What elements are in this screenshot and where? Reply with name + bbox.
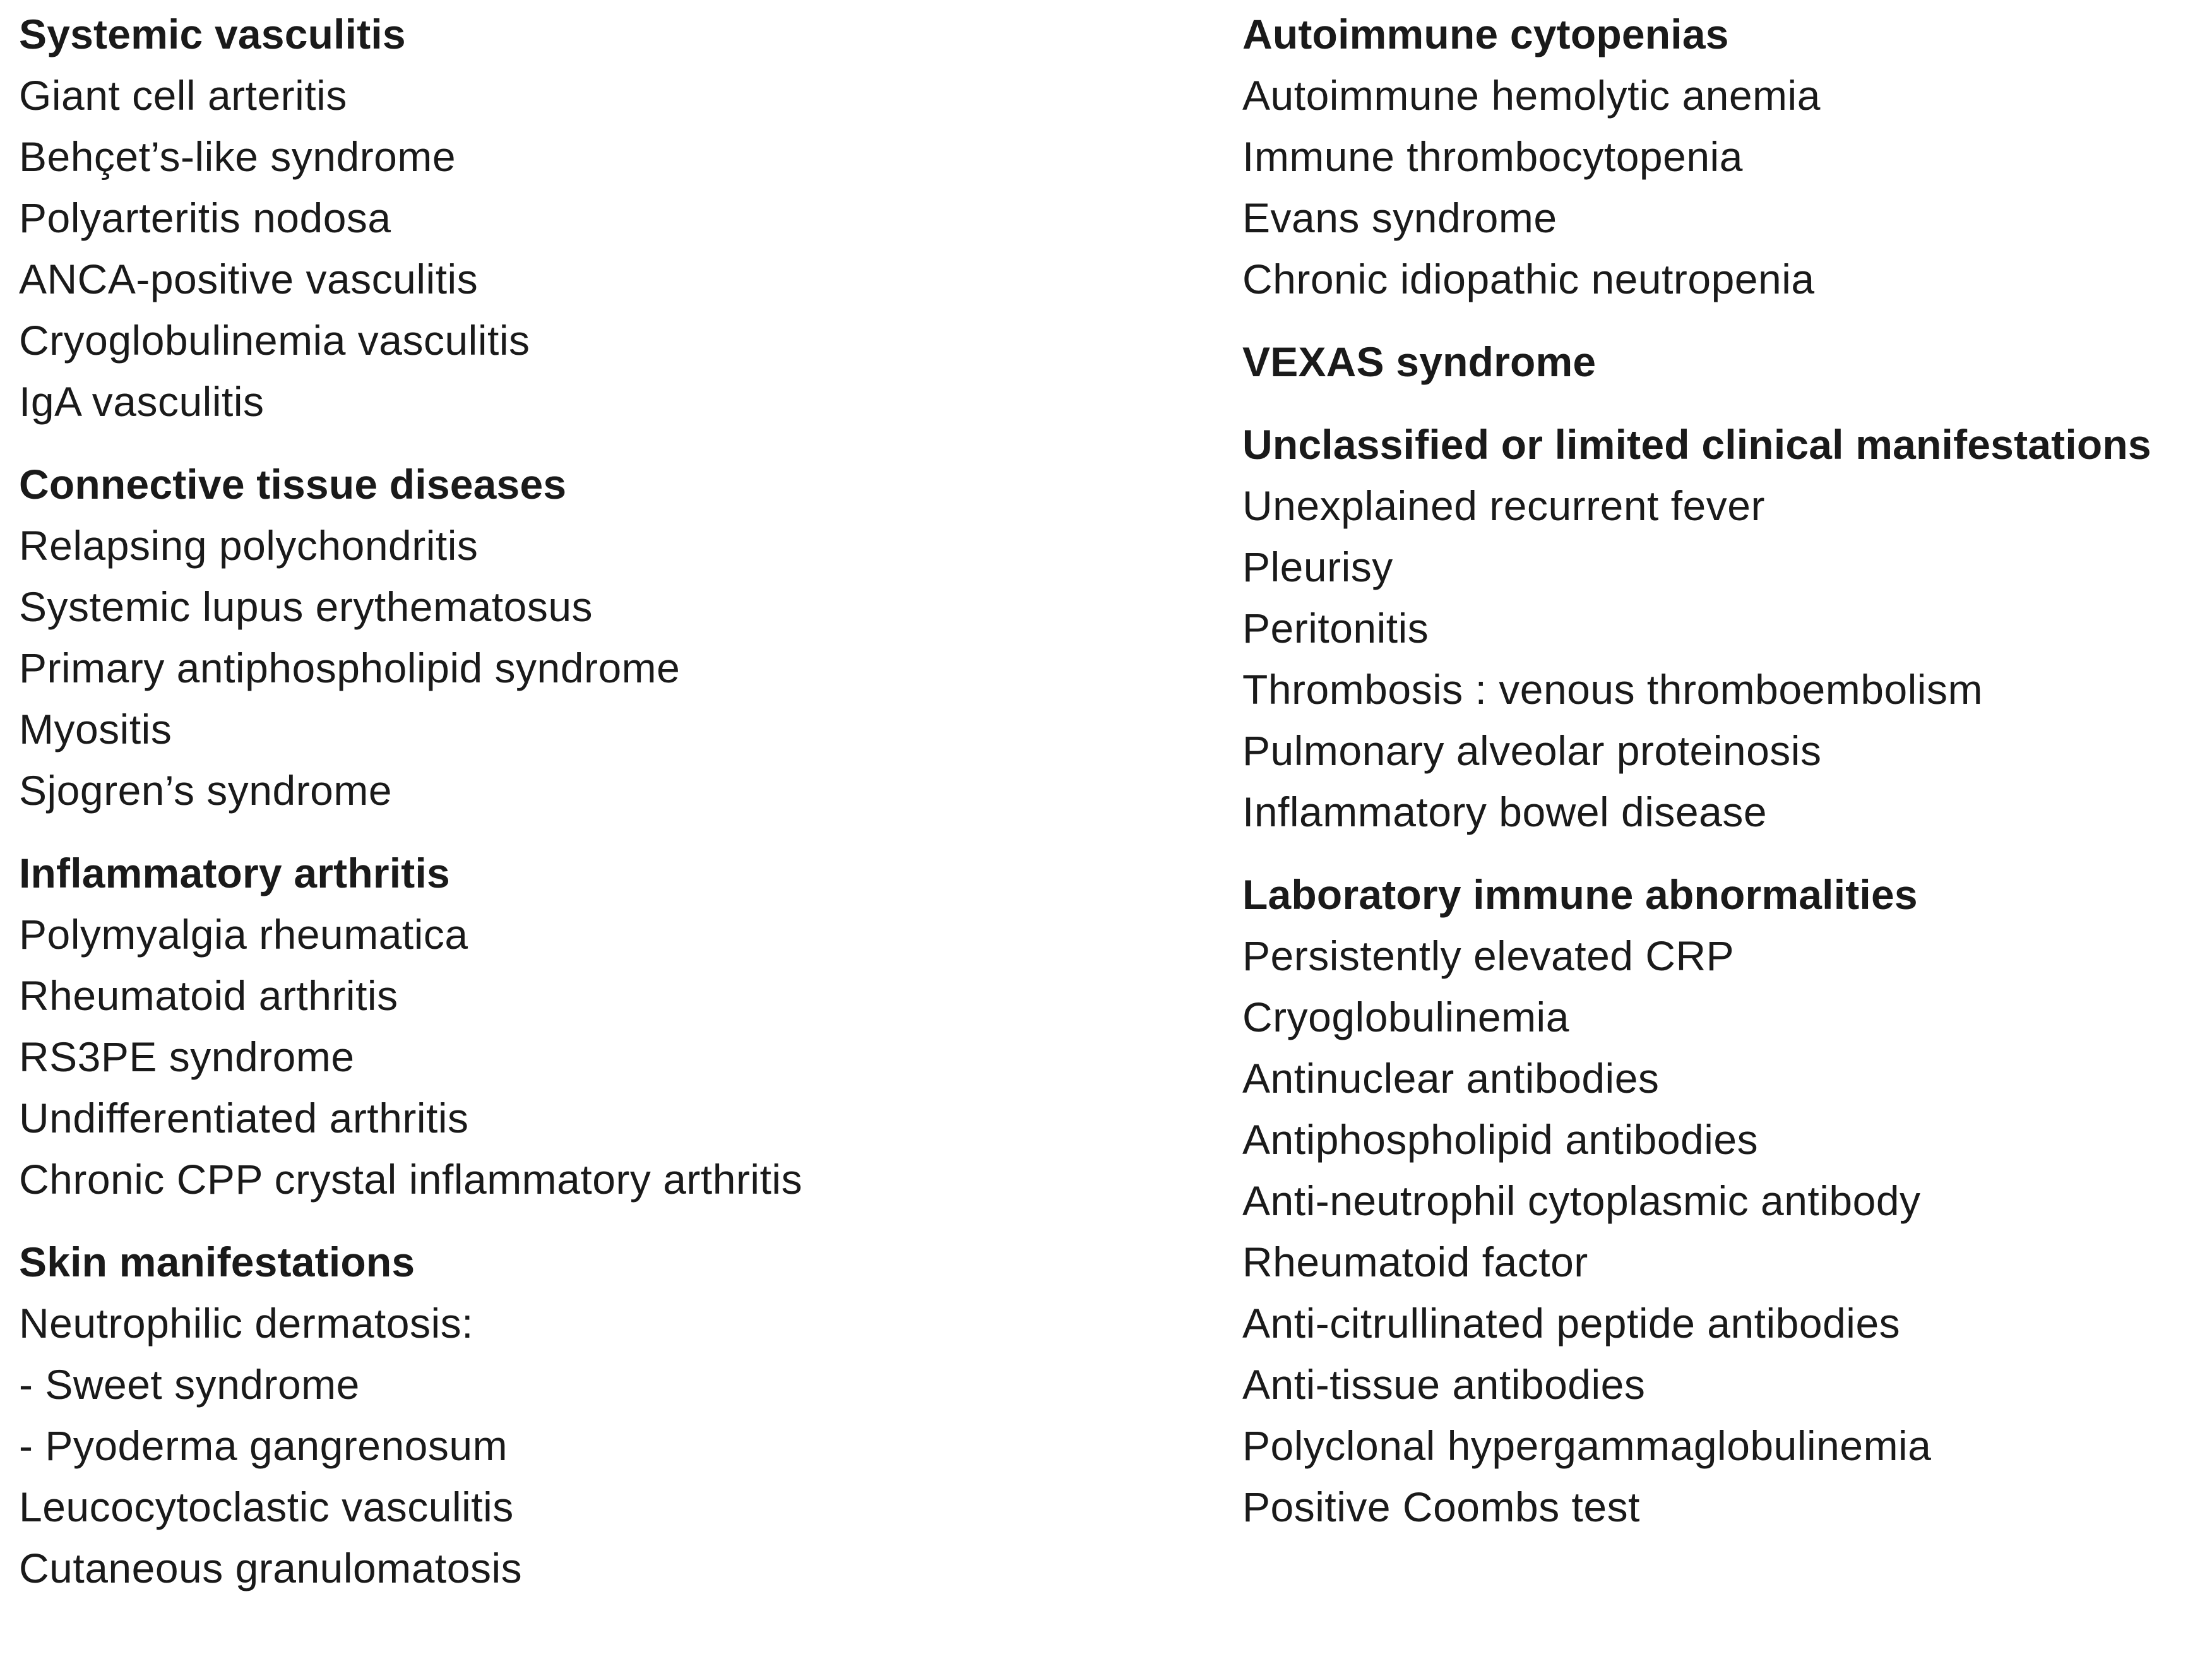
list-item: Sjogren’s syndrome [19, 767, 393, 814]
list-item: - Pyoderma gangrenosum [19, 1422, 508, 1469]
section-heading: Laboratory immune abnormalities [1242, 871, 1918, 918]
right-column [1242, 4, 2208, 1559]
section-inflammatory-arthritis [19, 843, 1218, 1210]
list-item: Leucocytoclastic vasculitis [19, 1484, 514, 1530]
list-item: Cryoglobulinemia vasculitis [19, 317, 530, 364]
list-item: Pleurisy [1242, 544, 1393, 590]
section-autoimmune-cytopenias [1242, 4, 2208, 310]
list-item: Unexplained recurrent fever [1242, 482, 1765, 529]
list-item: Antinuclear antibodies [1242, 1055, 1660, 1102]
list-item: Neutrophilic dermatosis: [19, 1300, 473, 1347]
list-item: Chronic idiopathic neutropenia [1242, 256, 1815, 302]
list-item: Rheumatoid factor [1242, 1239, 1588, 1285]
list-item: Primary antiphospholipid syndrome [19, 645, 681, 691]
list-item: Persistently elevated CRP [1242, 932, 1735, 979]
section-heading: VEXAS syndrome [1242, 338, 1597, 385]
list-item: Giant cell arteritis [19, 72, 347, 119]
list-item: Anti-citrullinated peptide antibodies [1242, 1300, 1901, 1347]
list-item: Relapsing polychondritis [19, 522, 479, 569]
list-item: Positive Coombs test [1242, 1484, 1640, 1530]
list-item: IgA vasculitis [19, 378, 265, 425]
list-item: Behçet’s-like syndrome [19, 133, 456, 180]
list-item: Inflammatory bowel disease [1242, 788, 1768, 835]
list-item: Myositis [19, 706, 172, 752]
list-item: Cryoglobulinemia [1242, 994, 1569, 1040]
list-item: ANCA-positive vasculitis [19, 256, 479, 302]
section-skin-manifestations [19, 1232, 1218, 1599]
list-item: Rheumatoid arthritis [19, 972, 398, 1019]
list-item: Cutaneous granulomatosis [19, 1545, 523, 1591]
list-item: Systemic lupus erythematosus [19, 583, 593, 630]
section-heading: Unclassified or limited clinical manifestations [1242, 421, 2151, 468]
list-item: Thrombosis : venous thromboembolism [1242, 666, 1983, 713]
list-item: Polyclonal hypergammaglobulinemia [1242, 1422, 1932, 1469]
list-item: Autoimmune hemolytic anemia [1242, 72, 1821, 119]
list-item: Evans syndrome [1242, 194, 1557, 241]
list-item: Polyarteritis nodosa [19, 194, 391, 241]
section-vexas-syndrome [1242, 331, 2208, 393]
list-item: Chronic CPP crystal inflammatory arthritis [19, 1156, 803, 1203]
list-item: Antiphospholipid antibodies [1242, 1116, 1759, 1163]
section-laboratory-immune-abnormalities [1242, 864, 2208, 1538]
list-item: - Sweet syndrome [19, 1361, 360, 1408]
section-heading: Connective tissue diseases [19, 461, 567, 508]
list-item: RS3PE syndrome [19, 1033, 355, 1080]
list-item: Pulmonary alveolar proteinosis [1242, 727, 1822, 774]
section-heading: Autoimmune cytopenias [1242, 11, 1729, 57]
section-unclassified-manifestations [1242, 414, 2208, 843]
list-item: Immune thrombocytopenia [1242, 133, 1743, 180]
left-column [19, 4, 1218, 1620]
list-item: Anti-neutrophil cytoplasmic antibody [1242, 1177, 1921, 1224]
list-item: Anti-tissue antibodies [1242, 1361, 1646, 1408]
list-item: Polymyalgia rheumatica [19, 911, 468, 958]
section-heading: Systemic vasculitis [19, 11, 406, 57]
list-item: Peritonitis [1242, 605, 1429, 651]
section-connective-tissue-diseases [19, 454, 1218, 821]
section-systemic-vasculitis [19, 4, 1218, 432]
list-item: Undifferentiated arthritis [19, 1095, 469, 1141]
section-heading: Inflammatory arthritis [19, 850, 450, 896]
section-heading: Skin manifestations [19, 1239, 415, 1285]
